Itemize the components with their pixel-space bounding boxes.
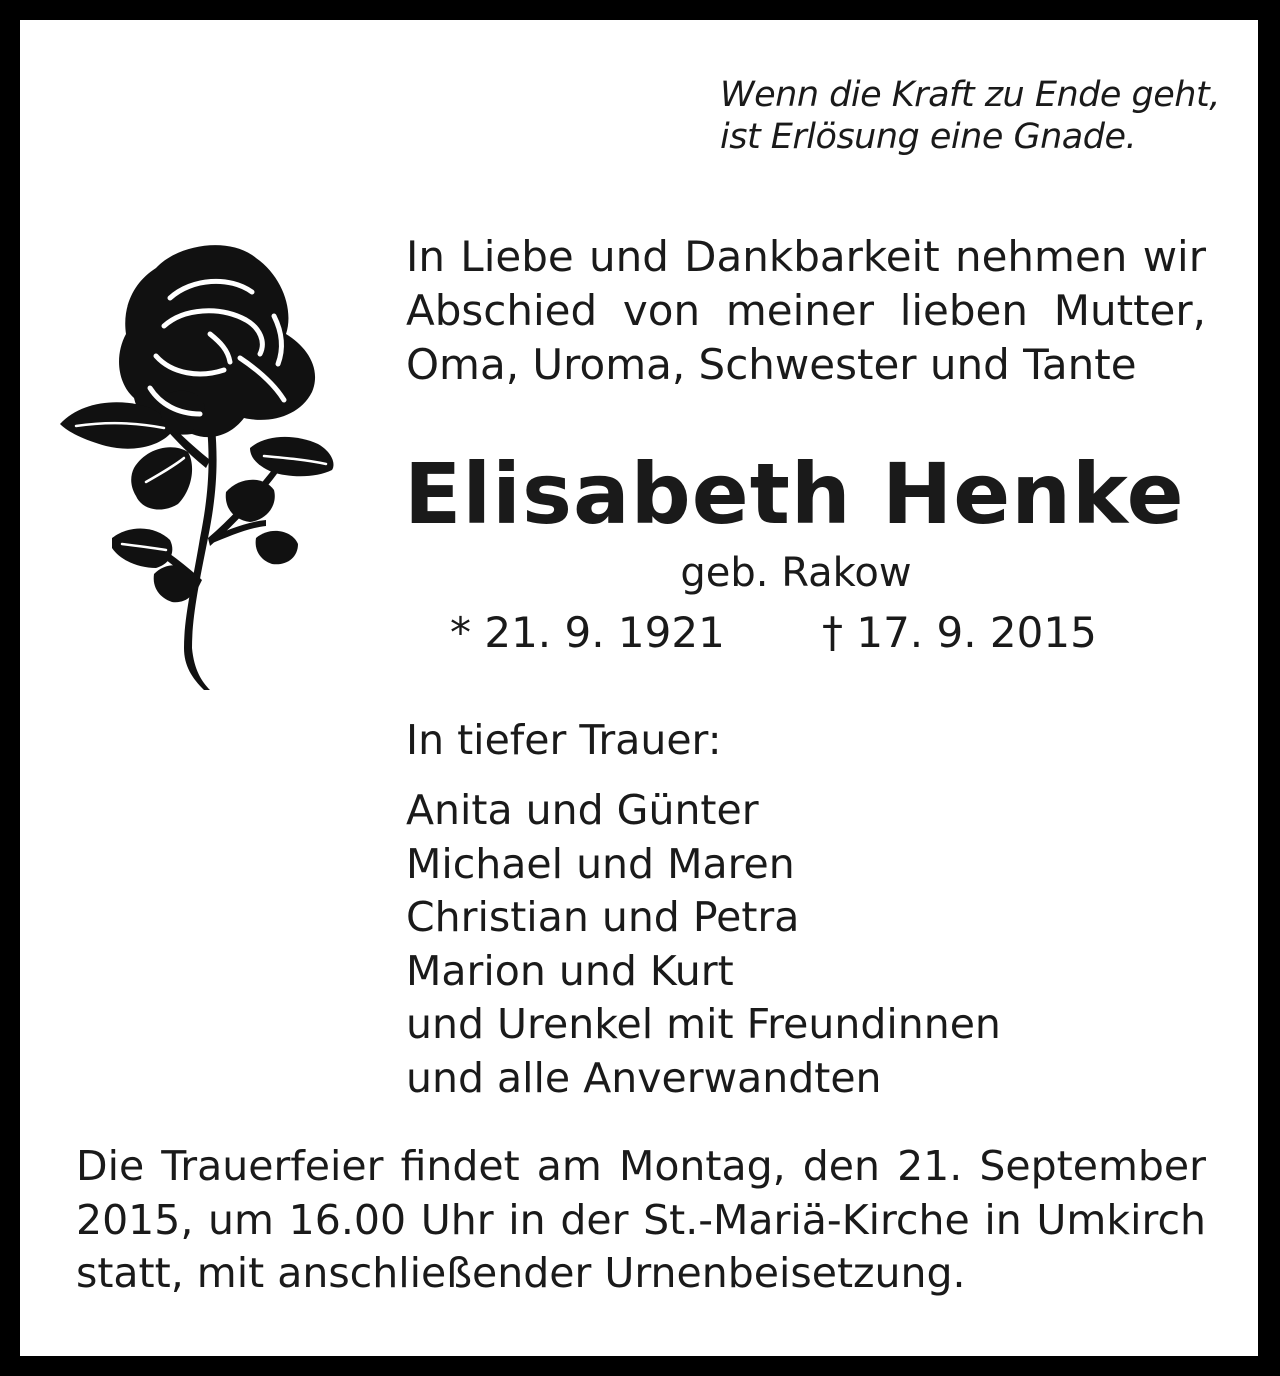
mourner-entry: Marion und Kurt [406,946,734,995]
intro-line: Abschied von meiner lieben Mutter, [406,286,1206,335]
mourners-list [406,784,1206,1105]
rose-icon [60,238,336,690]
maiden-name: geb. Rakow [680,550,912,596]
ceremony-line: Die Trauerfeier findet am Montag, den 21. September [76,1142,1206,1190]
intro-line: In Liebe und Dankbarkeit nehmen wir [406,232,1206,281]
ceremony-line: 2015, um 16.00 Uhr in der St.-Mariä-Kirche in Umkirch [76,1195,1206,1244]
deceased-name: Elisabeth Henke [404,445,1185,543]
birth-date: * 21. 9. 1921 [450,608,725,657]
mourner-entry: Anita und Günter [406,786,759,834]
mourner-entry: und alle Anverwandten [406,1053,882,1102]
ceremony-line: statt, mit anschließender Urnenbeisetzung. [76,1249,966,1297]
mourner-entry: Michael und Maren [406,839,795,888]
obituary-notice [20,20,1258,1356]
death-date: † 17. 9. 2015 [822,608,1097,657]
ceremony-info [76,1140,1206,1301]
mourning-label: In tiefer Trauer: [406,716,722,764]
motto-line: ist Erlösung eine Gnade. [720,117,1137,157]
mourner-entry: und Urenkel mit Freundinnen [406,1000,1001,1048]
mourner-entry: Christian und Petra [406,893,800,941]
intro-text [406,230,1206,392]
motto-line: Wenn die Kraft zu Ende geht, [720,75,1220,115]
intro-line: Oma, Uroma, Schwester und Tante [406,340,1137,389]
motto-quote [720,74,1220,158]
